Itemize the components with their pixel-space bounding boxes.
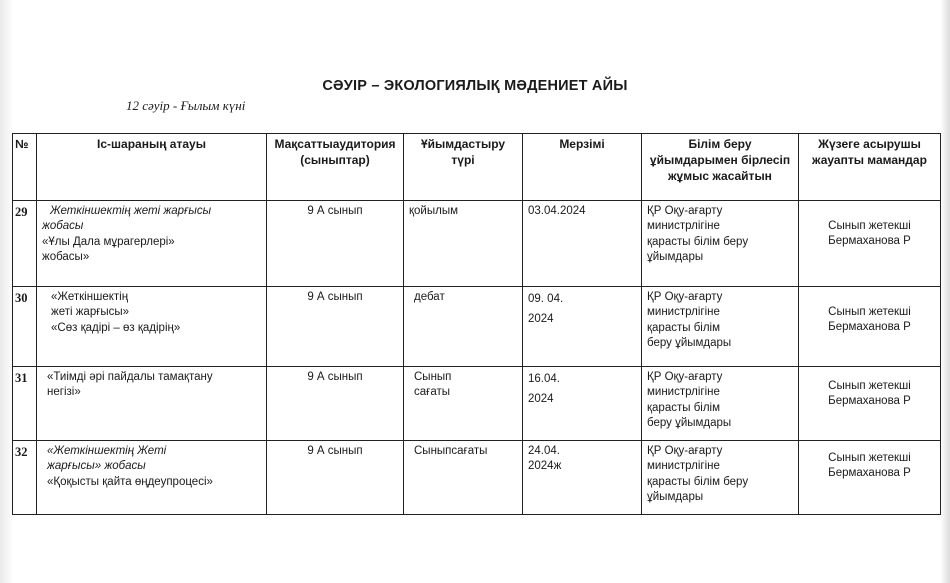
page-subtitle: 12 сәуір - Ғылым күні [126, 98, 246, 113]
table-header-row [13, 134, 941, 201]
header-event: Іс-шараның атауы [37, 134, 267, 201]
responsible-cell: Сынып жетекші Бермаханова Р [799, 367, 941, 441]
date-cell: 16.04. 2024 [523, 367, 642, 441]
date-cell: 24.04. 2024ж [523, 441, 642, 515]
event-name-cell: «Тиімді әрі пайдалы тамақтану негізі» [37, 367, 267, 441]
header-partners: Білім беру ұйымдарымен бірлесіп жұмыс жасайтын [642, 134, 799, 201]
header-num: № [13, 134, 37, 201]
header-audience: Мақсаттыаудитория (сыныптар) [267, 134, 404, 201]
row-number: 31 [13, 367, 37, 441]
date-cell: 09. 04. 2024 [523, 287, 642, 367]
partners-cell: ҚР Оқу-ағарту министрлігіне қарасты білім беру ұйымдары [642, 287, 799, 367]
event-name-cell: «Жеткіншектің Жеті жарғысы» жобасы «Қоқысты қайта өңдеупроцесі» [37, 441, 267, 515]
header-form: Ұйымдастыру түрі [404, 134, 523, 201]
row-number: 30 [13, 287, 37, 367]
date-cell: 03.04.2024 [523, 201, 642, 287]
form-cell: Сынып сағаты [404, 367, 523, 441]
event-name-cell: «Жеткіншектің жеті жарғысы» «Сөз қадірі – өз қадірің» [37, 287, 267, 367]
row-number: 32 [13, 441, 37, 515]
audience-cell: 9 А сынып [267, 367, 404, 441]
page-title: СӘУІР – ЭКОЛОГИЯЛЫҚ МӘДЕНИЕТ АЙЫ [322, 78, 628, 94]
form-cell: қойылым [404, 201, 523, 287]
audience-cell: 9 А сынып [267, 287, 404, 367]
partners-cell: ҚР Оқу-ағарту министрлігіне қарасты білім беру ұйымдары [642, 441, 799, 515]
header-responsible: Жүзеге асырушы жауапты мамандар [799, 134, 941, 201]
audience-cell: 9 А сынып [267, 201, 404, 287]
header-date: Мерзімі [523, 134, 642, 201]
row-number: 29 [13, 201, 37, 287]
audience-cell: 9 А сынып [267, 441, 404, 515]
responsible-cell: Сынып жетекші Бермаханова Р [799, 287, 941, 367]
table-row [13, 287, 941, 367]
events-table [12, 133, 941, 515]
responsible-cell: Сынып жетекші Бермаханова Р [799, 441, 941, 515]
table-row [13, 201, 941, 287]
form-cell: Сыныпсағаты [404, 441, 523, 515]
table-row [13, 441, 941, 515]
event-name-cell: Жеткіншектің жеті жарғысы жобасы «Ұлы Дала мұрагерлері» жобасы» [37, 201, 267, 287]
form-cell: дебат [404, 287, 523, 367]
responsible-cell: Сынып жетекші Бермаханова Р [799, 201, 941, 287]
partners-cell: ҚР Оқу-ағарту министрлігіне қарасты білім беру ұйымдары [642, 367, 799, 441]
table-row [13, 367, 941, 441]
partners-cell: ҚР Оқу-ағарту министрлігіне қарасты білім беру ұйымдары [642, 201, 799, 287]
